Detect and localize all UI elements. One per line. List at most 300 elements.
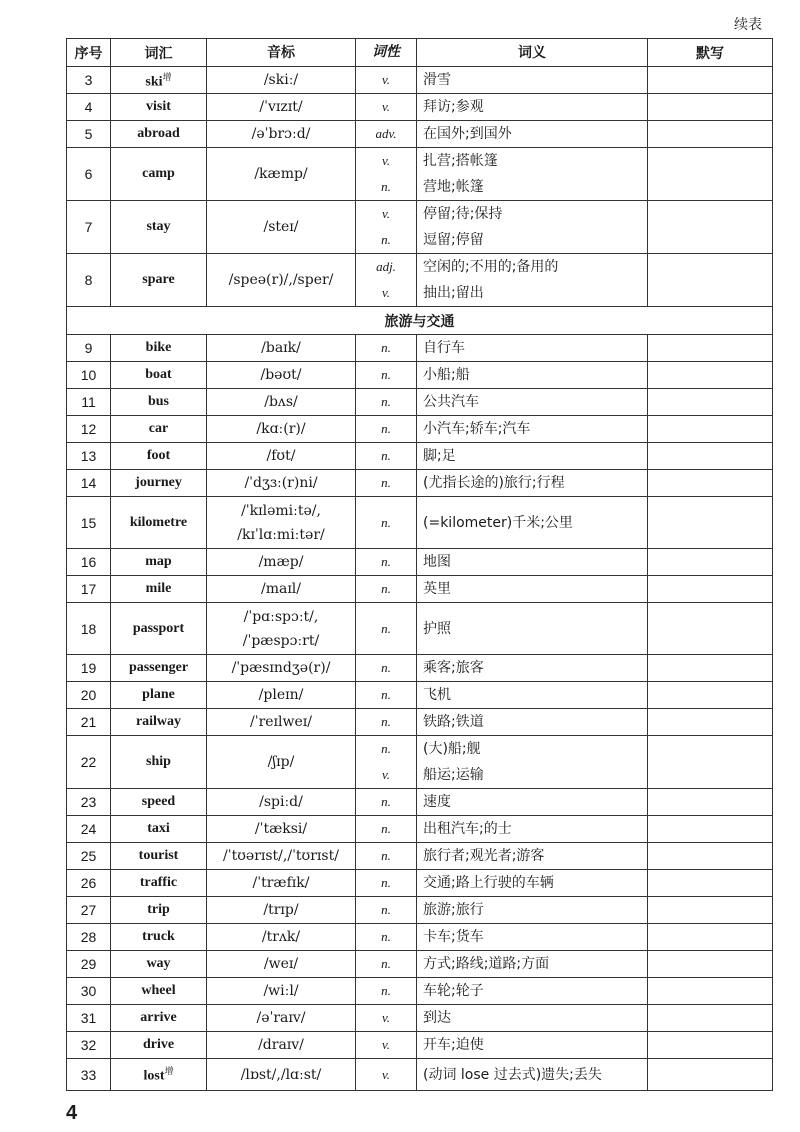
word-text: visit — [146, 99, 171, 114]
row-pos — [356, 1005, 417, 1032]
row-index: 31 — [67, 1005, 111, 1032]
row-pos-line: n. — [381, 983, 391, 998]
table-row — [67, 67, 773, 94]
row-phonetic — [207, 682, 356, 709]
row-pos-line: n. — [381, 179, 391, 194]
row-meaning-line: 地图 — [423, 554, 451, 570]
row-pos-line: n. — [381, 956, 391, 971]
row-word — [111, 1005, 207, 1032]
row-pos-line: v. — [381, 206, 391, 221]
section-row — [67, 307, 773, 335]
table-row — [67, 470, 773, 497]
table-row — [67, 709, 773, 736]
row-phonetic-line: /skiː/ — [263, 72, 299, 88]
row-word — [111, 924, 207, 951]
row-meaning — [417, 94, 648, 121]
row-meaning — [417, 67, 648, 94]
row-meaning-line: 滑雪 — [423, 72, 451, 88]
row-dictation-cell[interactable] — [648, 603, 773, 655]
word-text: trip — [147, 902, 170, 917]
added-tag: 增 — [164, 1067, 174, 1078]
row-pos-line: n. — [381, 340, 391, 355]
row-phonetic — [207, 709, 356, 736]
row-word — [111, 603, 207, 655]
row-dictation-cell[interactable] — [648, 470, 773, 497]
row-meaning-line: 到达 — [423, 1010, 451, 1026]
row-word — [111, 789, 207, 816]
row-index: 22 — [67, 736, 111, 789]
row-meaning-line: 公共汽车 — [423, 394, 479, 410]
row-phonetic — [207, 1005, 356, 1032]
row-phonetic — [207, 1032, 356, 1059]
word-text: stay — [146, 219, 171, 234]
page-number: 4 — [66, 1102, 78, 1124]
row-pos — [356, 924, 417, 951]
row-dictation-cell[interactable] — [648, 443, 773, 470]
row-phonetic-line: /mæp/ — [258, 554, 304, 570]
row-meaning — [417, 497, 648, 549]
table-row — [67, 576, 773, 603]
row-phonetic — [207, 121, 356, 148]
row-dictation-cell[interactable] — [648, 736, 773, 789]
row-dictation-cell[interactable] — [648, 121, 773, 148]
row-meaning-line: 船运;运输 — [423, 767, 484, 783]
row-pos-line: adv. — [375, 126, 397, 141]
row-word — [111, 497, 207, 549]
vocabulary-table — [66, 38, 773, 1091]
row-word — [111, 335, 207, 362]
row-phonetic-line: /spiːd/ — [259, 794, 303, 810]
table-row — [67, 201, 773, 254]
row-phonetic — [207, 389, 356, 416]
row-word — [111, 1032, 207, 1059]
table-body — [67, 67, 773, 1091]
row-pos — [356, 470, 417, 497]
row-pos-line: n. — [381, 394, 391, 409]
row-meaning — [417, 603, 648, 655]
row-pos — [356, 148, 417, 201]
row-dictation-cell[interactable] — [648, 789, 773, 816]
table-row — [67, 736, 773, 789]
section-title: 旅游与交通 — [67, 307, 773, 335]
row-phonetic — [207, 148, 356, 201]
table-header-row — [67, 39, 773, 67]
row-pos-line: n. — [381, 875, 391, 890]
row-pos — [356, 978, 417, 1005]
row-meaning — [417, 951, 648, 978]
row-pos — [356, 254, 417, 307]
row-phonetic-line: /weɪ/ — [263, 956, 299, 972]
row-meaning-line: 空闲的;不用的;备用的 — [423, 259, 559, 275]
table-row — [67, 254, 773, 307]
row-phonetic — [207, 789, 356, 816]
row-phonetic — [207, 416, 356, 443]
row-meaning — [417, 201, 648, 254]
row-meaning — [417, 924, 648, 951]
row-meaning — [417, 254, 648, 307]
row-phonetic — [207, 924, 356, 951]
row-pos — [356, 389, 417, 416]
row-meaning — [417, 843, 648, 870]
row-pos — [356, 67, 417, 94]
row-pos — [356, 121, 417, 148]
row-phonetic-line: /əˈraɪv/ — [256, 1010, 306, 1026]
row-index: 3 — [67, 67, 111, 94]
row-meaning-line: 旅行者;观光者;游客 — [423, 848, 545, 864]
row-dictation-cell[interactable] — [648, 549, 773, 576]
word-text: railway — [135, 714, 182, 729]
word-text: speed — [141, 794, 176, 809]
row-phonetic-line: /kɑː(r)/ — [256, 421, 306, 437]
word-text: traffic — [139, 875, 178, 890]
row-phonetic — [207, 67, 356, 94]
word-text: drive — [142, 1037, 175, 1052]
row-meaning — [417, 335, 648, 362]
col-header-dictation: 默写 — [648, 39, 773, 67]
row-pos-line: n. — [381, 687, 391, 702]
row-index: 33 — [67, 1059, 111, 1091]
row-index: 10 — [67, 362, 111, 389]
row-pos-line: n. — [381, 902, 391, 917]
row-pos — [356, 655, 417, 682]
row-phonetic-line: /trɪp/ — [263, 902, 299, 918]
row-phonetic-line: /ˈdʒɜː(r)ni/ — [244, 475, 318, 491]
row-pos — [356, 335, 417, 362]
word-text: bus — [147, 394, 170, 409]
row-meaning-line: 小汽车;轿车;汽车 — [423, 421, 531, 437]
word-text: arrive — [140, 1010, 177, 1025]
row-meaning-line: 方式;路线;道路;方面 — [423, 956, 550, 972]
row-dictation-cell[interactable] — [648, 148, 773, 201]
row-meaning-line: 小船;船 — [423, 367, 470, 383]
row-word — [111, 389, 207, 416]
row-phonetic-line: /speə(r)/,/sper/ — [228, 272, 334, 288]
table-row — [67, 443, 773, 470]
row-phonetic — [207, 254, 356, 307]
row-dictation-cell[interactable] — [648, 362, 773, 389]
row-phonetic-line: /bəʊt/ — [260, 367, 302, 383]
row-index: 16 — [67, 549, 111, 576]
row-dictation-cell[interactable] — [648, 709, 773, 736]
row-pos — [356, 416, 417, 443]
table-row — [67, 978, 773, 1005]
row-phonetic-line: /ʃɪp/ — [267, 754, 295, 770]
row-index: 25 — [67, 843, 111, 870]
col-header-pos: 词性 — [356, 39, 417, 67]
table-row — [67, 1005, 773, 1032]
row-pos-line: v. — [381, 1010, 391, 1025]
row-meaning-line: 抽出;留出 — [423, 285, 484, 301]
row-phonetic-line: /ˈtræfɪk/ — [252, 875, 310, 891]
row-pos — [356, 843, 417, 870]
table-row — [67, 870, 773, 897]
row-index: 8 — [67, 254, 111, 307]
table-row — [67, 389, 773, 416]
row-index: 13 — [67, 443, 111, 470]
row-dictation-cell[interactable] — [648, 655, 773, 682]
row-phonetic — [207, 335, 356, 362]
row-phonetic — [207, 951, 356, 978]
row-index: 24 — [67, 816, 111, 843]
row-word — [111, 736, 207, 789]
row-word — [111, 843, 207, 870]
row-meaning — [417, 655, 648, 682]
row-pos — [356, 816, 417, 843]
row-phonetic-line: /kɪˈlɑːmiːtər/ — [237, 526, 325, 543]
row-meaning — [417, 416, 648, 443]
row-dictation-cell[interactable] — [648, 254, 773, 307]
row-word — [111, 709, 207, 736]
row-meaning-line: 开车;迫使 — [423, 1037, 484, 1053]
word-text: camp — [142, 166, 175, 181]
row-dictation-cell[interactable] — [648, 94, 773, 121]
row-pos-line: n. — [381, 367, 391, 382]
row-word — [111, 1059, 207, 1091]
row-dictation-cell[interactable] — [648, 1005, 773, 1032]
row-pos — [356, 362, 417, 389]
row-phonetic-line: /ˈtæksi/ — [254, 821, 308, 837]
row-pos-line: n. — [381, 714, 391, 729]
row-index: 4 — [67, 94, 111, 121]
row-phonetic-line: /maɪl/ — [260, 581, 301, 597]
row-index: 29 — [67, 951, 111, 978]
row-index: 12 — [67, 416, 111, 443]
row-index: 19 — [67, 655, 111, 682]
row-pos-line: n. — [381, 475, 391, 490]
row-meaning-line: 飞机 — [423, 687, 451, 703]
row-phonetic-line: /fʊt/ — [266, 448, 296, 464]
row-index: 28 — [67, 924, 111, 951]
row-pos-line: v. — [381, 99, 391, 114]
table-row — [67, 362, 773, 389]
row-meaning — [417, 1032, 648, 1059]
table-row — [67, 1032, 773, 1059]
row-phonetic — [207, 576, 356, 603]
row-meaning-line: 旅游;旅行 — [423, 902, 484, 918]
row-pos — [356, 951, 417, 978]
word-text: way — [146, 956, 171, 971]
row-word — [111, 201, 207, 254]
row-pos-line: n. — [381, 554, 391, 569]
table-row — [67, 816, 773, 843]
row-meaning-line: 护照 — [423, 620, 451, 637]
row-pos — [356, 736, 417, 789]
row-word — [111, 549, 207, 576]
col-header-word: 词汇 — [111, 39, 207, 67]
row-word — [111, 148, 207, 201]
row-pos-line: v. — [381, 1037, 391, 1052]
row-word — [111, 978, 207, 1005]
row-word — [111, 951, 207, 978]
row-meaning-line: 交通;路上行驶的车辆 — [423, 875, 554, 891]
table-row — [67, 416, 773, 443]
row-pos-line: n. — [381, 581, 391, 596]
row-phonetic-line: /baɪk/ — [261, 340, 301, 356]
table-row — [67, 843, 773, 870]
word-text: kilometre — [129, 514, 188, 530]
row-pos — [356, 870, 417, 897]
row-dictation-cell[interactable] — [648, 416, 773, 443]
row-dictation-cell[interactable] — [648, 497, 773, 549]
row-phonetic — [207, 549, 356, 576]
table-row — [67, 682, 773, 709]
row-pos-line: n. — [381, 848, 391, 863]
row-meaning-line: 在国外;到国外 — [423, 126, 512, 142]
col-header-meaning: 词义 — [417, 39, 648, 67]
row-dictation-cell[interactable] — [648, 201, 773, 254]
word-text: journey — [135, 475, 182, 490]
row-pos — [356, 1032, 417, 1059]
row-dictation-cell[interactable] — [648, 67, 773, 94]
table-row — [67, 335, 773, 362]
word-text: bike — [145, 340, 172, 355]
row-meaning — [417, 1005, 648, 1032]
row-index: 18 — [67, 603, 111, 655]
row-pos-line: n. — [381, 741, 391, 756]
row-dictation-cell[interactable] — [648, 1059, 773, 1091]
row-pos-line: n. — [381, 448, 391, 463]
row-dictation-cell[interactable] — [648, 870, 773, 897]
row-phonetic — [207, 897, 356, 924]
word-text: taxi — [147, 821, 170, 836]
row-phonetic-line: /ˈreɪlweɪ/ — [250, 714, 312, 730]
row-meaning-line: 脚;足 — [423, 448, 456, 464]
row-meaning — [417, 978, 648, 1005]
row-pos — [356, 549, 417, 576]
table-row — [67, 655, 773, 682]
row-index: 11 — [67, 389, 111, 416]
row-pos-line: v. — [381, 72, 391, 87]
row-dictation-cell[interactable] — [648, 897, 773, 924]
row-meaning-line: 拜访;参观 — [423, 99, 484, 115]
row-meaning-line: 出租汽车;的士 — [423, 821, 512, 837]
row-phonetic — [207, 603, 356, 655]
row-meaning-line: 铁路;铁道 — [423, 714, 484, 730]
row-phonetic-line: /bʌs/ — [264, 394, 298, 410]
row-meaning-line: 扎营;搭帐篷 — [423, 153, 498, 169]
row-phonetic-line: /trʌk/ — [261, 929, 301, 945]
row-pos — [356, 682, 417, 709]
row-word — [111, 655, 207, 682]
row-word — [111, 362, 207, 389]
word-text: tourist — [138, 848, 179, 863]
row-phonetic — [207, 497, 356, 549]
row-index: 15 — [67, 497, 111, 549]
row-pos — [356, 709, 417, 736]
row-index: 14 — [67, 470, 111, 497]
table-row — [67, 497, 773, 549]
row-pos — [356, 201, 417, 254]
row-phonetic-line: /ˈvɪzɪt/ — [259, 99, 303, 115]
row-pos — [356, 443, 417, 470]
row-dictation-cell[interactable] — [648, 576, 773, 603]
row-pos — [356, 94, 417, 121]
row-meaning — [417, 121, 648, 148]
row-word — [111, 254, 207, 307]
row-dictation-cell[interactable] — [648, 816, 773, 843]
row-index: 21 — [67, 709, 111, 736]
row-word — [111, 443, 207, 470]
row-meaning-line: 车轮;轮子 — [423, 983, 484, 999]
word-text: ship — [146, 754, 171, 769]
row-phonetic-line: /lɒst/,/lɑːst/ — [240, 1066, 322, 1083]
row-pos-line: v. — [381, 285, 391, 300]
row-dictation-cell[interactable] — [648, 1032, 773, 1059]
row-phonetic-line: /steɪ/ — [263, 219, 299, 235]
row-dictation-cell[interactable] — [648, 924, 773, 951]
row-index: 5 — [67, 121, 111, 148]
row-pos-line: n. — [381, 794, 391, 809]
row-pos-line: n. — [381, 821, 391, 836]
row-phonetic — [207, 201, 356, 254]
row-pos — [356, 897, 417, 924]
row-index: 32 — [67, 1032, 111, 1059]
row-phonetic-line: /pleɪn/ — [258, 687, 304, 703]
row-meaning — [417, 736, 648, 789]
row-meaning-line: (尤指长途的)旅行;行程 — [423, 475, 565, 491]
row-meaning — [417, 709, 648, 736]
row-index: 17 — [67, 576, 111, 603]
word-text: lost — [143, 1068, 165, 1084]
table-row — [67, 951, 773, 978]
continued-label: 续表 — [734, 17, 762, 33]
row-dictation-cell[interactable] — [648, 951, 773, 978]
word-text: spare — [142, 272, 175, 287]
row-meaning — [417, 870, 648, 897]
row-pos-line: n. — [381, 514, 391, 530]
row-word — [111, 816, 207, 843]
row-word — [111, 94, 207, 121]
row-meaning — [417, 682, 648, 709]
row-word — [111, 121, 207, 148]
row-meaning — [417, 1059, 648, 1091]
row-phonetic-line: /ˈtʊərɪst/,/ˈtʊrɪst/ — [223, 848, 339, 864]
row-dictation-cell[interactable] — [648, 682, 773, 709]
row-phonetic-line: /ˈpæsɪndʒə(r)/ — [231, 660, 331, 676]
row-meaning — [417, 816, 648, 843]
row-meaning-line: 英里 — [423, 581, 451, 597]
row-dictation-cell[interactable] — [648, 389, 773, 416]
word-text: boat — [145, 367, 172, 382]
row-pos-line: n. — [381, 929, 391, 944]
row-pos — [356, 789, 417, 816]
row-dictation-cell[interactable] — [648, 978, 773, 1005]
row-meaning-line: 自行车 — [423, 340, 465, 356]
row-word — [111, 470, 207, 497]
row-index: 26 — [67, 870, 111, 897]
table-row — [67, 603, 773, 655]
row-dictation-cell[interactable] — [648, 335, 773, 362]
table-row — [67, 148, 773, 201]
table-row — [67, 1059, 773, 1091]
row-meaning — [417, 576, 648, 603]
col-header-index: 序号 — [67, 39, 111, 67]
row-word — [111, 576, 207, 603]
row-phonetic — [207, 1059, 356, 1091]
row-dictation-cell[interactable] — [648, 843, 773, 870]
row-pos — [356, 576, 417, 603]
row-pos-line: n. — [381, 232, 391, 247]
row-word — [111, 416, 207, 443]
row-pos-line: n. — [381, 421, 391, 436]
table-row — [67, 897, 773, 924]
row-phonetic — [207, 470, 356, 497]
row-pos-line: v. — [381, 1066, 391, 1082]
row-pos-line: v. — [381, 153, 391, 168]
word-text: wheel — [141, 983, 176, 998]
row-meaning — [417, 389, 648, 416]
row-meaning-line: (=kilometer)千米;公里 — [423, 514, 573, 531]
